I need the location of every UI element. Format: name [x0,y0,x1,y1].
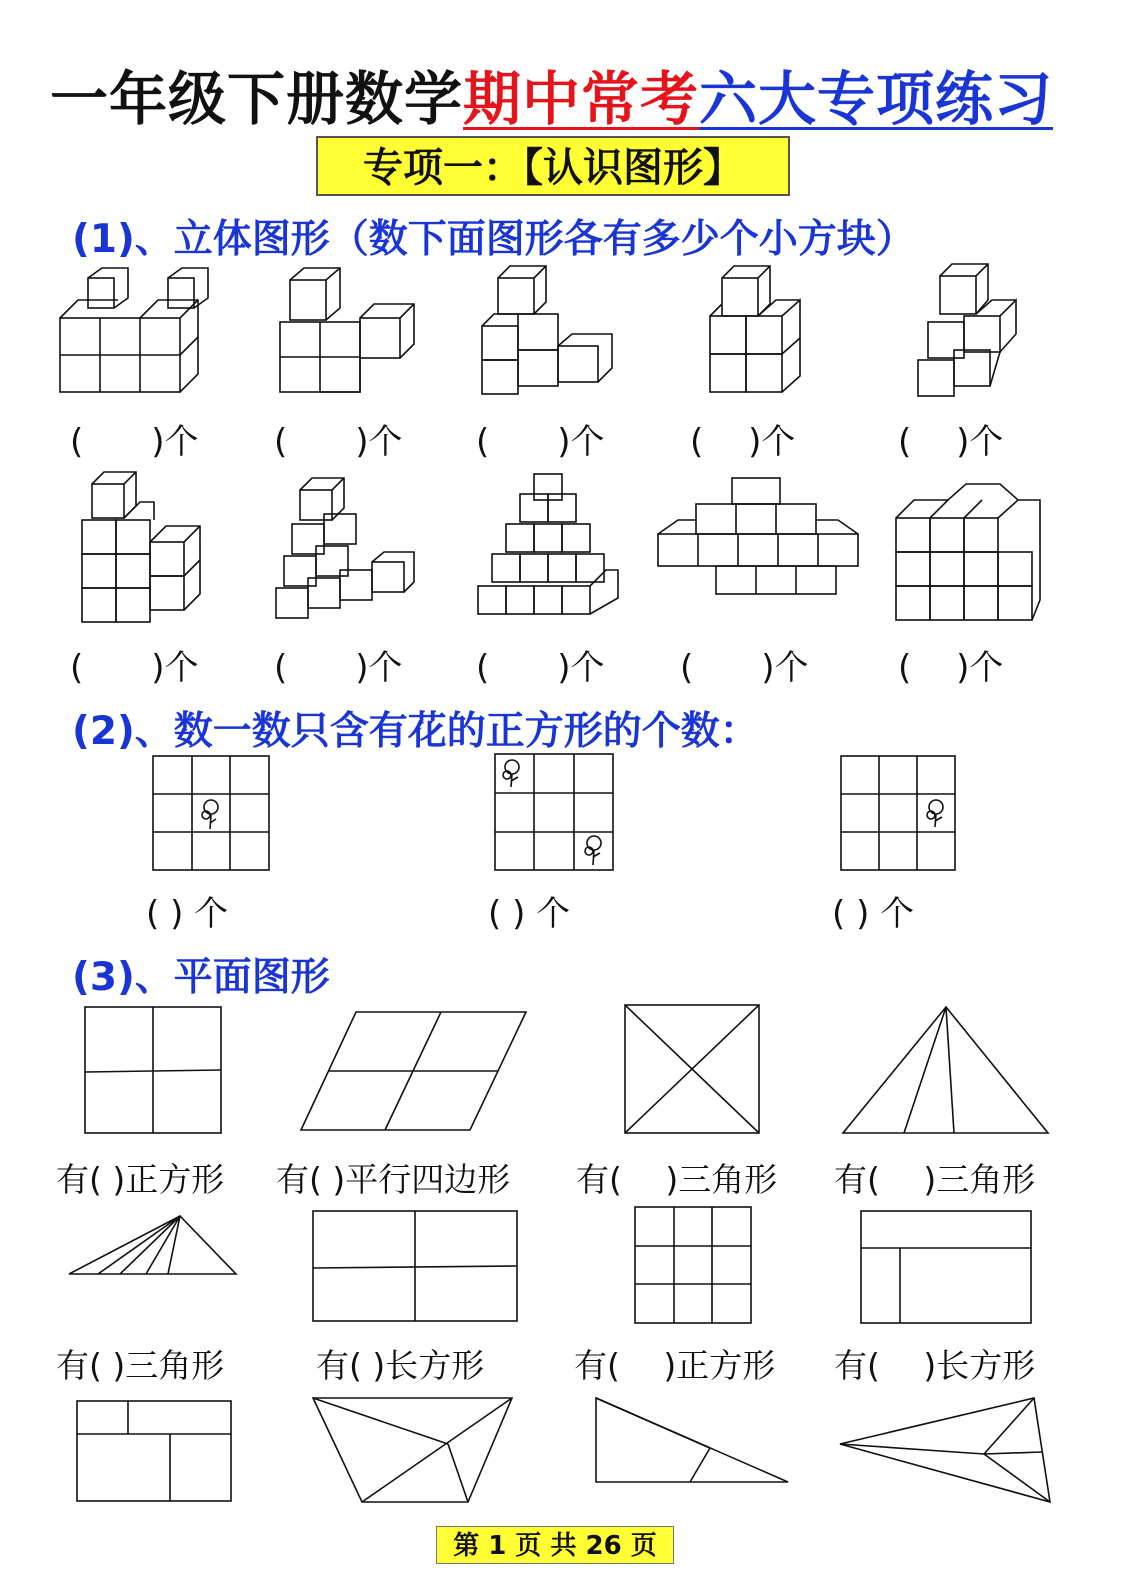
square-nine-grid-figure [634,1206,752,1324]
page-title [50,52,1053,136]
section2-heading: (2)、数一数只含有花的正方形的个数： [72,709,759,754]
rectangle-split-figure [860,1210,1032,1324]
flower-icon [202,800,218,829]
trapezoid-lines-figure [312,1396,514,1506]
plane-label-6[interactable]: 有( )长方形 [316,1346,485,1385]
cube-answer-5[interactable]: ( )个 [898,422,1004,462]
flower-grid-1 [152,755,270,871]
page-footer: 第 1 页 共 26 页 [436,1526,674,1564]
title-part-midterm: 期中常考 [463,65,700,133]
flower-answer-3[interactable]: ( ) 个 [832,894,915,934]
flower-grid-3 [840,755,956,871]
plane-label-3[interactable]: 有( )三角形 [576,1160,778,1199]
flower-icon [927,800,943,827]
section1-heading: (1)、立体图形（数下面图形各有多少个小方块） [72,217,915,262]
flower-answer-2[interactable]: ( ) 个 [488,894,571,934]
flower-grid-2 [494,753,614,871]
plane-label-1[interactable]: 有( )正方形 [56,1160,225,1199]
title-part-grade: 一年级下册数学 [50,65,464,133]
plane-label-5[interactable]: 有( )三角形 [56,1346,225,1385]
section3-heading: (3)、平面图形 [72,955,330,1000]
kite-lines-figure [838,1396,1052,1506]
cube-answer-2[interactable]: ( )个 [274,422,403,462]
plane-label-2[interactable]: 有( )平行四边形 [276,1160,511,1199]
rectangle-blocks-figure [76,1400,232,1502]
cube-figure-7 [274,474,414,620]
cube-figure-10 [894,470,1044,624]
cube-figure-5 [914,260,1024,400]
cube-figure-8 [476,470,620,620]
rectangle-quarters-figure [312,1210,518,1322]
cube-answer-7[interactable]: ( )个 [274,648,403,688]
cube-figure-9 [656,470,860,600]
cube-figure-4 [706,264,816,398]
cube-figure-2 [278,266,418,396]
cube-answer-4[interactable]: ( )个 [690,422,796,462]
cube-figure-1 [58,268,228,396]
topic-badge: 专项一：【认识图形】 [316,136,790,196]
flower-icon [503,760,519,787]
cube-figure-6 [80,468,210,624]
square-diagonals-figure [624,1004,760,1134]
cube-figure-3 [478,264,618,398]
cube-answer-1[interactable]: ( )个 [70,422,199,462]
cube-answer-10[interactable]: ( )个 [898,648,1004,688]
cube-answer-3[interactable]: ( )个 [476,422,605,462]
triangle-split-figure [842,1006,1050,1134]
triangle-fan-figure [68,1214,238,1276]
plane-label-8[interactable]: 有( )长方形 [834,1346,1036,1385]
cube-answer-8[interactable]: ( )个 [476,648,605,688]
parallelogram-quarters-figure [300,1010,528,1132]
triangle-cut-figure [594,1396,790,1484]
cube-answer-6[interactable]: ( )个 [70,648,199,688]
title-part-practice: 六大专项练习 [699,65,1054,133]
plane-label-4[interactable]: 有( )三角形 [834,1160,1036,1199]
flower-answer-1[interactable]: ( ) 个 [146,894,229,934]
cube-answer-9[interactable]: ( )个 [680,648,809,688]
plane-label-7[interactable]: 有( )正方形 [574,1346,776,1385]
flower-icon [585,836,601,865]
square-quarters-figure [84,1006,222,1134]
